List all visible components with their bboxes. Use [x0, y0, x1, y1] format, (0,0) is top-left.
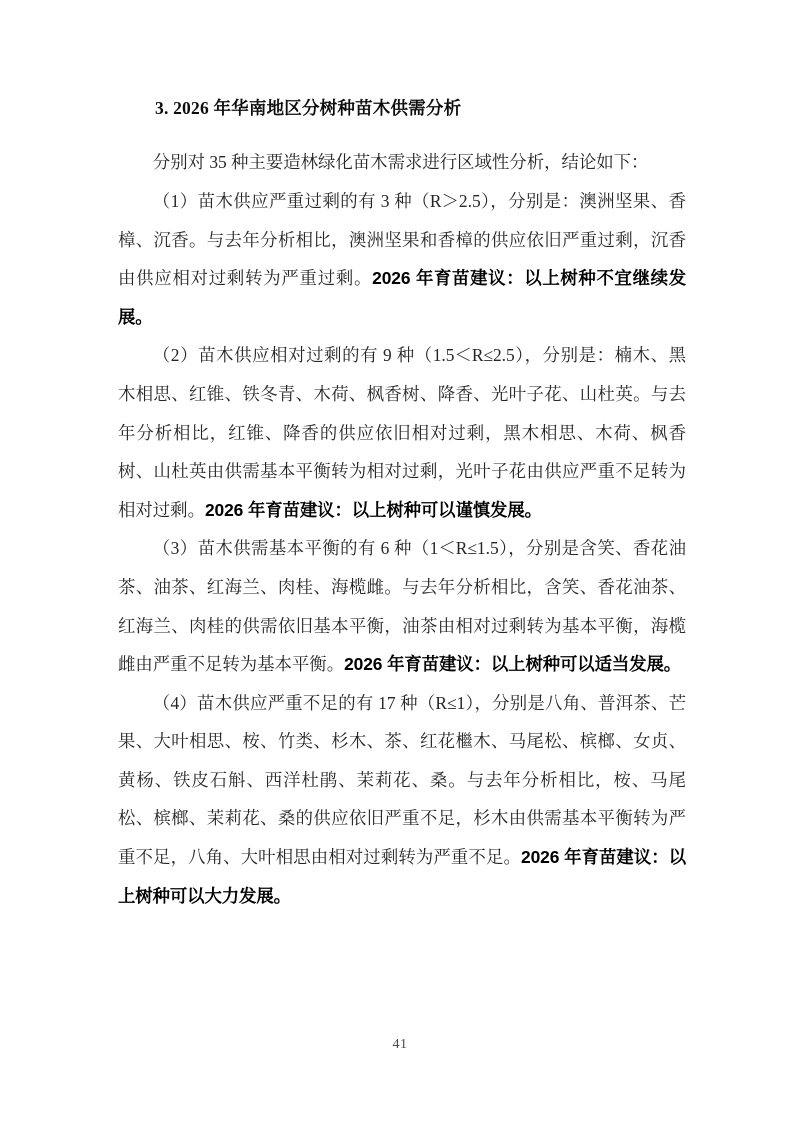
paragraph-1-recommendation: 2026 年育苗建议：以上树种不宜继续发展。 — [118, 268, 686, 327]
paragraph-1-body: （1）苗木供应严重过剩的有 3 种（R＞2.5），分别是：澳洲坚果、香樟、沉香。与去年分析相比，澳洲坚果和香樟的供应依旧严重过剩，沉香由供应相对过剩转为严重过剩。 — [118, 190, 686, 289]
paragraph-1 — [118, 182, 686, 336]
page-content — [118, 96, 686, 915]
paragraph-2-body: （2）苗木供应相对过剩的有 9 种（1.5＜R≤2.5），分别是：楠木、黑木相思、红锥、铁冬青、木荷、枫香树、降香、光叶子花、山杜英。与去年分析相比，红锥、降香的供应依旧相对过剩，黑木相思、木荷、枫香树、山杜英由供需基本平衡转为相对过剩，光叶子花由供应严重不足转为相对过剩。 — [118, 345, 686, 520]
paragraph-3 — [118, 529, 686, 683]
paragraph-3-recommendation: 2026 年育苗建议：以上树种可以适当发展。 — [344, 654, 682, 675]
page-number: 41 — [392, 1037, 408, 1052]
paragraph-4 — [118, 684, 686, 916]
paragraph-2 — [118, 336, 686, 529]
paragraph-3-body: （3）苗木供需基本平衡的有 6 种（1＜R≤1.5），分别是含笑、香花油茶、油茶、红海兰、肉桂、海榄雌。与去年分析相比，含笑、香花油茶、红海兰、肉桂的供需依旧基本平衡，油茶由相对过剩转为基本平衡，海榄雌由严重不足转为基本平衡。 — [118, 538, 686, 675]
paragraph-2-recommendation: 2026 年育苗建议：以上树种可以谨慎发展。 — [204, 499, 542, 520]
intro-paragraph: 分别对 35 种主要造林绿化苗木需求进行区域性分析，结论如下： — [152, 152, 649, 173]
paragraph-4-recommendation: 2026 年育苗建议：以上树种可以大力发展。 — [118, 847, 686, 906]
page-title: 3. 2026 年华南地区分树种苗木供需分析 — [155, 98, 462, 118]
paragraph-4-body: （4）苗木供应严重不足的有 17 种（R≤1），分别是八角、普洱茶、芒果、大叶相思、桉、竹类、杉木、茶、红花檵木、马尾松、槟榔、女贞、黄杨、铁皮石斛、西洋杜鹃、茉莉花、桑。与去年分析相比，桉、马尾松、槟榔、茉莉花、桑的供应依旧严重不足，杉木由供需基本平衡转为严重不足，八角、大叶相思由相对过剩转为严重不足。 — [118, 692, 686, 868]
